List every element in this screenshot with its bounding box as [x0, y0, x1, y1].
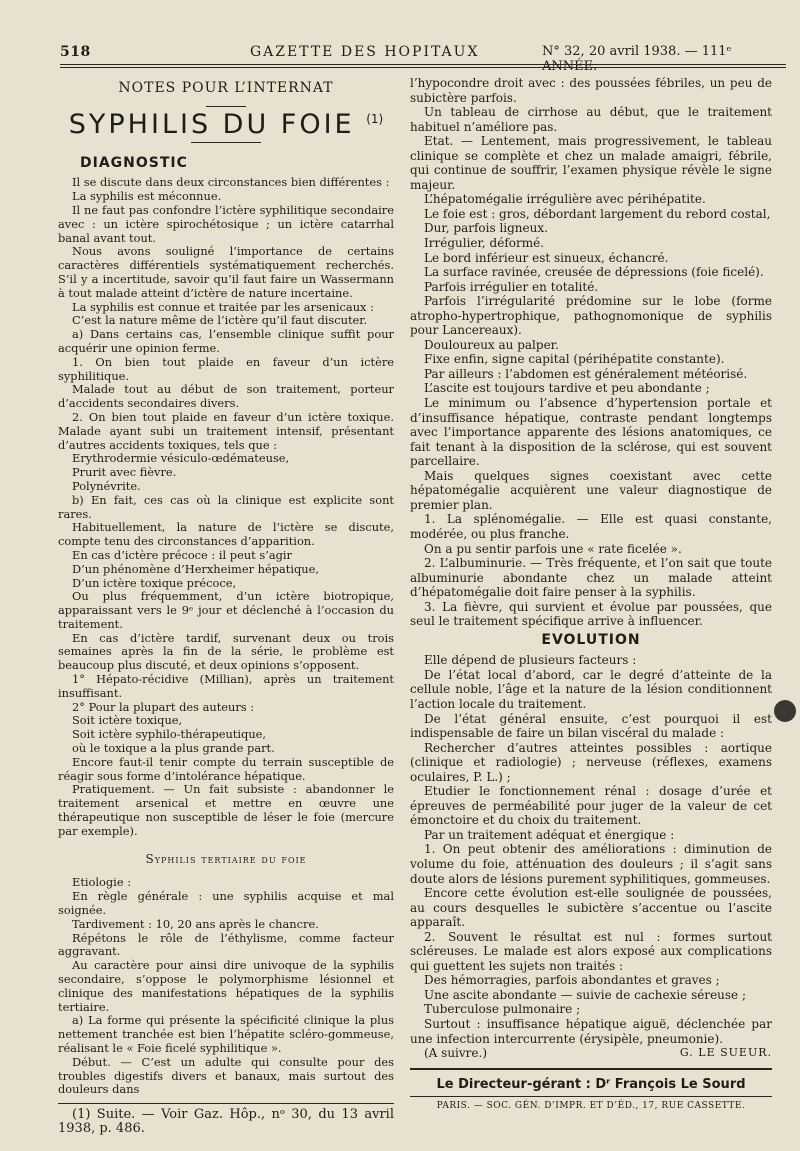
paragraph: Prurit avec fièvre.: [72, 465, 177, 480]
paragraph: Elle dépend de plusieurs facteurs :: [424, 653, 637, 668]
paragraph: Le bord inférieur est sinueux, échancré.: [424, 250, 669, 265]
page-number: 518: [60, 44, 91, 60]
paragraph: 2° Pour la plupart des auteurs :: [72, 699, 255, 714]
paragraph: Il ne faut pas confondre l’ictère syphilitique secondaire avec : un ictère spirochétosique ; un ictère catarrhal banal avant tout.: [58, 202, 394, 245]
footnote-rule: [58, 1103, 394, 1104]
paragraph: Des hémorragies, parfois abondantes et graves ;: [424, 973, 720, 988]
kicker-rule: [206, 106, 246, 107]
paragraph: Pratiquement. — Un fait subsiste : abandonner le traitement arsenical et mettre en œuvre une thérapeutique non susceptible de léser le foie (mercure par exemple).: [58, 782, 394, 838]
paragraph: Malade tout au début de son traitement, porteur d’accidents secondaires divers.: [58, 382, 394, 411]
paragraph: Etudier le fonctionnement rénal : dosage d’urée et épreuves de perméabilité pour juger de la valeur de cet émonctoire et du choix du traitement.: [410, 784, 772, 828]
heading-evolution: EVOLUTION: [541, 631, 641, 648]
title-rule: [191, 142, 261, 143]
paragraph: Un tableau de cirrhose au début, que le traitement habituel n’améliore pas.: [410, 105, 772, 134]
journal-title: GAZETTE DES HOPITAUX: [250, 44, 480, 60]
imprint: [410, 1068, 772, 1113]
paragraph: 1° Hépato-récidive (Millian), après un traitement insuffisant.: [58, 672, 394, 700]
paragraph: Tardivement : 10, 20 ans après le chancre.: [72, 916, 319, 931]
paragraph: 2. On bien tout plaide en faveur d’un ictère toxique. Malade ayant subi un traitement intensif, présentant d’autres accidents toxiques, tels que :: [58, 409, 394, 452]
paragraph: 2. Souvent le résultat est nul : formes surtout scléreuses. Le malade est alors exposé aux complications qui guettent les sujets non traités :: [410, 929, 772, 973]
paragraph: Répétons le rôle de l’éthylisme, comme facteur aggravant.: [58, 930, 394, 959]
right-column: [410, 76, 772, 1113]
paragraph: 1. On peut obtenir des améliorations : diminution de volume du foie, atténuation des douleurs ; il s’agit sans doute alors de lésions purement syphilitiques, gommeuses.: [410, 842, 772, 886]
paragraph: Fixe enfin, signe capital (périhépatite constante).: [424, 352, 725, 367]
paragraph: L’ascite est toujours tardive et peu abondante ;: [424, 381, 710, 396]
paragraph: Le minimum ou l’absence d’hypertension portale et d’insuffisance hépatique, contraste pendant longtemps avec l’importance apparente des lésions anatomiques, ce fait tenant à la disposition de la sclérose, qui est souvent parcellaire.: [410, 396, 772, 469]
paragraph: Irrégulier, déformé.: [424, 236, 545, 251]
right-body-part2: [410, 653, 772, 1060]
paragraph: Le foie est : gros, débordant largement du rebord costal,: [424, 206, 771, 221]
paragraph: L’hépatomégalie irrégulière avec périhépatite.: [424, 192, 706, 207]
ink-blot: [774, 700, 796, 722]
paragraph: Parfois l’irrégularité prédomine sur le lobe (forme atropho-hypertrophique, pathognomonique de syphilis pour Lancereaux).: [410, 294, 772, 338]
paragraph: Il se discute dans deux circonstances bien différentes :: [72, 175, 390, 190]
paragraph: On a pu sentir parfois une « rate ficelée ».: [424, 541, 682, 556]
paragraph: Etat. — Lentement, mais progressivement, le tableau clinique se complète et chez un malade amaigri, fébrile, qui continue de souffrir, l’examen physique révèle le signe majeur.: [410, 134, 772, 192]
paragraph: a) Dans certains cas, l’ensemble clinique suffit pour acquérir une opinion ferme.: [58, 327, 394, 355]
paragraph: Une ascite abondante — suivie de cachexie séreuse ;: [424, 987, 747, 1002]
paragraph: Mais quelques signes coexistant avec cette hépatomégalie acquièrent une valeur diagnostique de premier plan.: [410, 468, 772, 512]
paragraph: D’un ictère toxique précoce,: [72, 575, 237, 590]
footnote: (1) Suite. — Voir Gaz. Hôp., nᵒ 30, du 13 avril 1938, p. 486.: [58, 1107, 394, 1136]
paragraph: Douloureux au palper.: [424, 337, 559, 352]
paragraph: Rechercher d’autres atteintes possibles : aortique (clinique et radiologie) ; nerveuse (réflexes, examens oculaires, P. L.) ;: [410, 740, 772, 784]
paragraph: Ou plus fréquemment, d’un ictère biotropique, apparaissant vers le 9ᵉ jour et déclenché à l’occasion du traitement.: [58, 589, 394, 631]
paragraph: De l’état local d’abord, car le degré d’atteinte de la cellule noble, l’âge et la nature de la lésion conditionnent l’action locale du traitement.: [410, 667, 772, 711]
paragraph: En cas d’ictère précoce : il peut s’agir: [72, 547, 292, 562]
section-kicker: NOTES POUR L’INTERNAT: [118, 80, 334, 96]
paragraph: Nous avons souligné l’importance de certains caractères différentiels systématiquement recherchés. S’il y a incertitude, savoir qu’il faut faire un Wassermann à tout malade atteint d’ictère de nature incertaine.: [58, 244, 394, 300]
paragraph: Tuberculose pulmonaire ;: [424, 1002, 581, 1017]
right-body-part1: [410, 76, 772, 629]
paragraph: La syphilis est méconnue.: [72, 189, 222, 204]
paragraph: La surface ravinée, creusée de dépressions (foie ficelé).: [424, 265, 764, 280]
author-signature: G. LE SUEUR.: [679, 1045, 772, 1059]
paragraph: La syphilis est connue et traitée par les arsenicaux :: [72, 299, 374, 314]
paragraph: Au caractère pour ainsi dire univoque de la syphilis secondaire, s’oppose le polymorphisme lésionnel et clinique des manifestations hépatiques de la syphilis tertiaire.: [58, 958, 394, 1014]
paragraph: Habituellement, la nature de l’ictère se discute, compte tenu des circonstances d’apparition.: [58, 520, 394, 549]
heading-diagnostic: DIAGNOSTIC: [80, 154, 188, 171]
paragraph: Etiologie :: [72, 875, 132, 890]
left-column: [58, 76, 394, 1136]
paragraph: b) En fait, ces cas où la clinique est explicite sont rares.: [58, 492, 394, 521]
title-footnote-mark: (1): [366, 111, 384, 126]
paragraph: Soit ictère toxique,: [72, 713, 183, 728]
article-title-text: SYPHILIS DU FOIE: [68, 108, 355, 140]
header-rule-bottom: [60, 67, 786, 68]
paragraph: Surtout : insuffisance hépatique aiguë, déclenchée par une infection intercurrente (érysipèle, pneumonie).: [410, 1017, 772, 1046]
paragraph: C’est la nature même de l’ictère qu’il faut discuter.: [72, 313, 368, 328]
paragraph: De l’état général ensuite, c’est pourquoi il est indispensable de faire un bilan viscéral du malade :: [410, 711, 772, 741]
paragraph: D’un phénomène d’Herxheimer hépatique,: [72, 561, 320, 576]
left-body-part1: [58, 176, 394, 838]
paragraph: Soit ictère syphilo-thérapeutique,: [72, 727, 267, 742]
paragraph: (A suivre.): [424, 1046, 487, 1061]
paragraph: Par un traitement adéquat et énergique :: [424, 827, 675, 842]
issue-info: N° 32, 20 avril 1938. — 111ᵉ ANNÉE.: [542, 44, 732, 74]
article-title: [58, 108, 394, 140]
paragraph: a) La forme qui présente la spécificité clinique la plus nettement tranchée est bien l’hépatite scléro-gommeuse, réalisant le « Foie ficelé syphilitique ».: [58, 1013, 394, 1055]
paragraph: Dur, parfois ligneux.: [424, 221, 548, 236]
paragraph: où le toxique a la plus grande part.: [72, 741, 275, 756]
paragraph: 1. On bien tout plaide en faveur d’un ictère syphilitique.: [58, 354, 394, 383]
paragraph: Erythrodermie vésiculo-œdémateuse,: [72, 451, 290, 466]
paragraph: En cas d’ictère tardif, survenant deux ou trois semaines après la fin de la série, le problème est beaucoup plus discuté, et deux opinions s’opposent.: [58, 630, 394, 673]
printer-line: PARIS. — SOC. GÉN. D’IMPR. ET D’ÉD., 17, RUE CASSETTE.: [410, 1096, 772, 1114]
paragraph: Encore cette évolution est-elle soulignée de poussées, au cours desquelles le subictère s’accentue ou l’ascite apparaît.: [410, 886, 772, 930]
header-rule-top: [60, 64, 786, 65]
left-body-part2: [58, 876, 394, 1097]
paragraph: Par ailleurs : l’abdomen est généralement météorisé.: [424, 366, 748, 381]
paragraph: 2. L’albuminurie. — Très fréquente, et l’on sait que toute albuminurie abondante chez un malade atteint d’hépatomégalie doit faire penser à la syphilis.: [410, 556, 772, 600]
paragraph: l’hypocondre droit avec : des poussées fébriles, un peu de subictère parfois.: [410, 76, 772, 105]
heading-tertiary: Syphilis tertiaire du foie: [145, 851, 307, 866]
paragraph: Parfois irrégulier en totalité.: [424, 279, 599, 294]
paragraph: En règle générale : une syphilis acquise et mal soignée.: [58, 889, 394, 918]
paragraph: Début. — C’est un adulte qui consulte pour des troubles digestifs divers et banaux, mais surtout des douleurs dans: [58, 1054, 394, 1097]
page-header: [60, 44, 786, 74]
paragraph: 1. La splénomégalie. — Elle est quasi constante, modérée, ou plus franche.: [410, 512, 772, 541]
paragraph: Encore faut-il tenir compte du terrain susceptible de réagir sous forme d’intolérance hépatique.: [58, 754, 394, 783]
paragraph: Polynévrite.: [72, 478, 141, 493]
director-line: Le Directeur-gérant : Dʳ François Le Sourd: [436, 1077, 746, 1093]
paragraph: 3. La fièvre, qui survient et évolue par poussées, que seul le traitement spécifique arrive à influencer.: [410, 599, 772, 629]
